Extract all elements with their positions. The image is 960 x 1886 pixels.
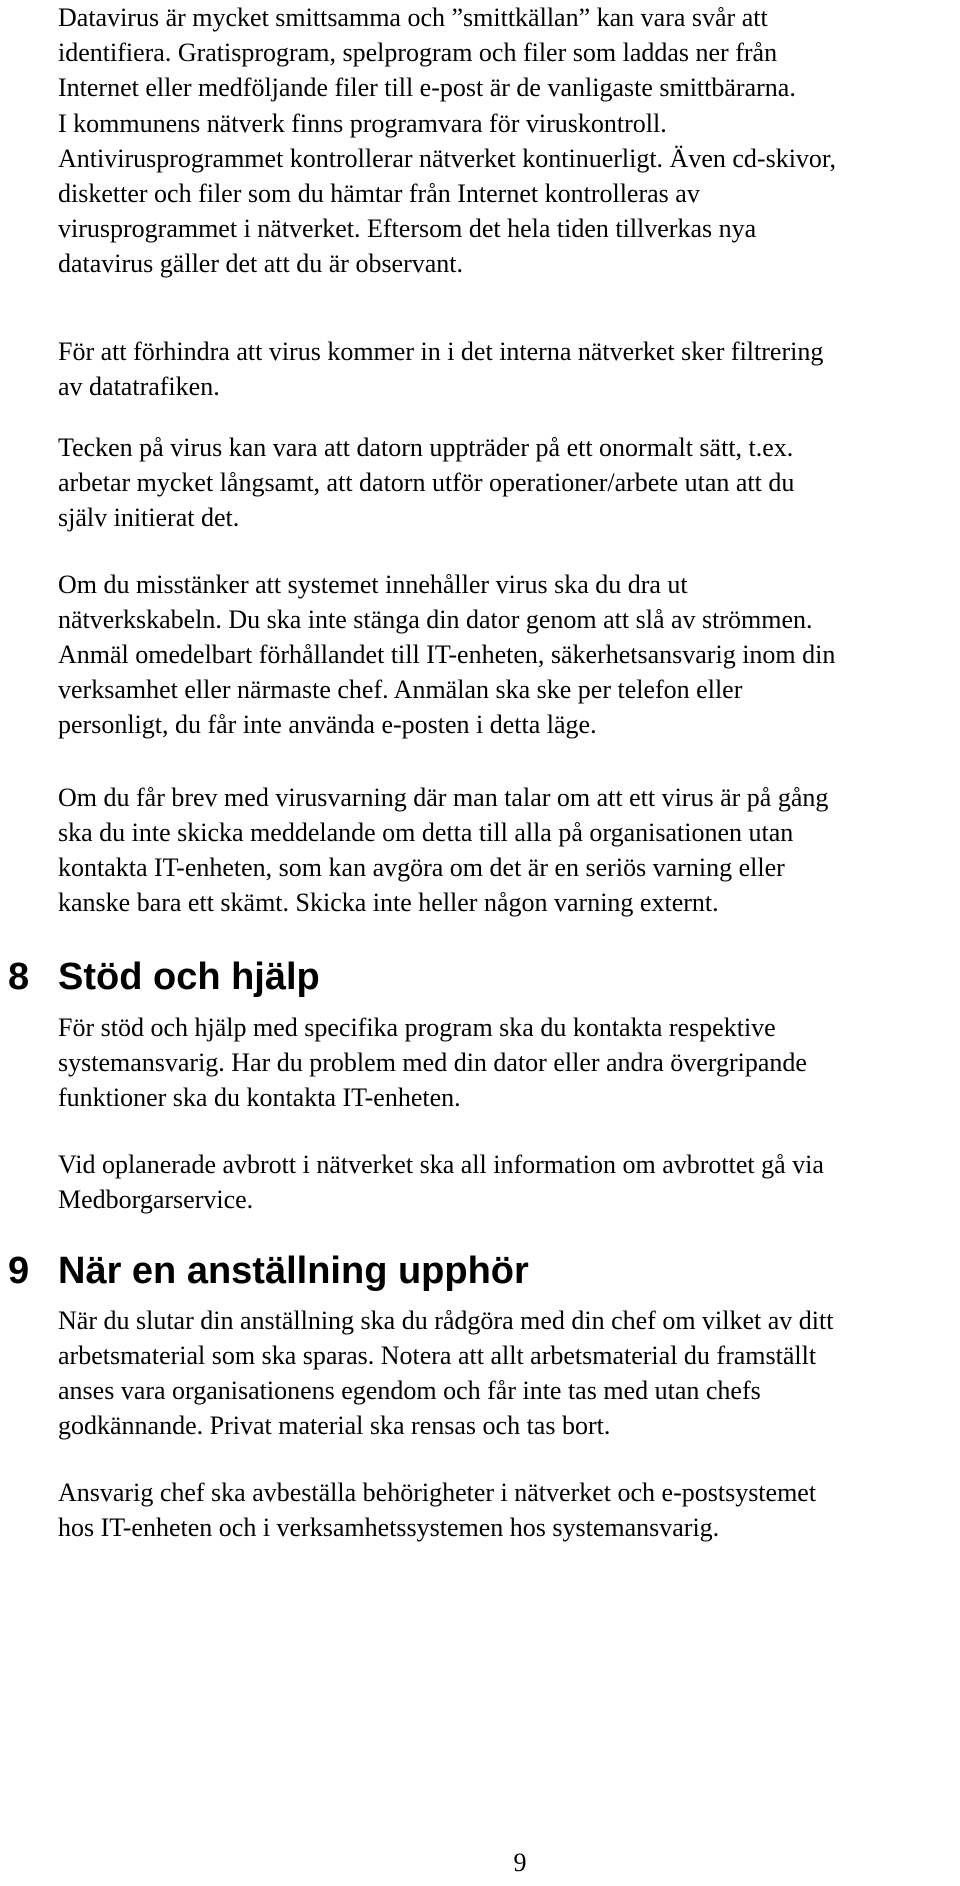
text-line: Internet eller medföljande filer till e-post är de vanligaste smittbärarna. bbox=[58, 73, 796, 102]
text-line: datavirus gäller det att du är observant. bbox=[58, 249, 464, 278]
text-line: själv initierat det. bbox=[58, 503, 240, 532]
page-number: 9 bbox=[513, 1848, 527, 1877]
text-line: Om du får brev med virusvarning där man talar om att ett virus är på gång bbox=[58, 783, 829, 812]
text-line: arbetsmaterial som ska sparas. Notera att allt arbetsmaterial du framställt bbox=[58, 1341, 817, 1370]
paragraph-virus-signs bbox=[58, 430, 958, 535]
text-line: kontakta IT-enheten, som kan avgöra om det är en seriös varning eller bbox=[58, 853, 785, 882]
text-line: nätverkskabeln. Du ska inte stänga din dator genom att slå av strömmen. bbox=[58, 605, 813, 634]
section-heading-support bbox=[8, 955, 320, 999]
text-line: anses vara organisationens egendom och får inte tas med utan chefs bbox=[58, 1376, 761, 1405]
paragraph-support bbox=[58, 1010, 958, 1115]
section-heading-employment-end bbox=[8, 1249, 529, 1293]
text-line: funktioner ska du kontakta IT-enheten. bbox=[58, 1083, 461, 1112]
paragraph-virus-control bbox=[58, 106, 958, 281]
paragraph-suspect-virus bbox=[58, 567, 958, 742]
text-line: arbetar mycket långsamt, att datorn utför operationer/arbete utan att du bbox=[58, 468, 795, 497]
text-line: kanske bara ett skämt. Skicka inte heller någon varning externt. bbox=[58, 888, 719, 917]
text-line: Ansvarig chef ska avbeställa behörigheter i nätverket och e-postsystemet bbox=[58, 1478, 817, 1507]
text-line: Datavirus är mycket smittsamma och ”smittkällan” kan vara svår att bbox=[58, 3, 768, 32]
paragraph-revoke-access bbox=[58, 1475, 958, 1545]
paragraph-virus-warning bbox=[58, 780, 958, 920]
text-line: Vid oplanerade avbrott i nätverket ska all information om avbrottet gå via bbox=[58, 1150, 824, 1179]
text-line: Anmäl omedelbart förhållandet till IT-enheten, säkerhetsansvarig inom din bbox=[58, 640, 836, 669]
text-line: För att förhindra att virus kommer in i det interna nätverket sker filtrering bbox=[58, 337, 824, 366]
text-line: verksamhet eller närmaste chef. Anmälan ska ske per telefon eller bbox=[58, 675, 743, 704]
text-line: godkännande. Privat material ska rensas och tas bort. bbox=[58, 1411, 611, 1440]
text-line: När du slutar din anställning ska du rådgöra med din chef om vilket av ditt bbox=[58, 1306, 834, 1335]
text-line: I kommunens nätverk finns programvara för viruskontroll. bbox=[58, 109, 667, 138]
text-line: Medborgarservice. bbox=[58, 1185, 254, 1214]
text-line: hos IT-enheten och i verksamhetssystemen hos systemansvarig. bbox=[58, 1513, 720, 1542]
text-line: För stöd och hjälp med specifika program ska du kontakta respektive bbox=[58, 1013, 776, 1042]
text-line: av datatrafiken. bbox=[58, 372, 220, 401]
text-line: disketter och filer som du hämtar från Internet kontrolleras av bbox=[58, 179, 700, 208]
section-title: Stöd och hjälp bbox=[58, 956, 320, 998]
text-line: Tecken på virus kan vara att datorn uppträder på ett onormalt sätt, t.ex. bbox=[58, 433, 794, 462]
text-line: identifiera. Gratisprogram, spelprogram och filer som laddas ner från bbox=[58, 38, 778, 67]
paragraph-filtering bbox=[58, 334, 958, 404]
section-title: När en anställning upphör bbox=[58, 1250, 529, 1292]
text-line: ska du inte skicka meddelande om detta till alla på organisationen utan bbox=[58, 818, 794, 847]
section-number: 9 bbox=[8, 1250, 30, 1292]
text-line: personligt, du får inte använda e-posten i detta läge. bbox=[58, 710, 597, 739]
text-line: systemansvarig. Har du problem med din dator eller andra övergripande bbox=[58, 1048, 807, 1077]
text-line: virusprogrammet i nätverket. Eftersom det hela tiden tillverkas nya bbox=[58, 214, 757, 243]
text-line: Antivirusprogrammet kontrollerar nätverket kontinuerligt. Även cd-skivor, bbox=[58, 144, 837, 173]
section-number: 8 bbox=[8, 956, 30, 998]
paragraph-employment-end bbox=[58, 1303, 958, 1443]
paragraph-virus-intro bbox=[58, 0, 958, 105]
text-line: Om du misstänker att systemet innehåller virus ska du dra ut bbox=[58, 570, 688, 599]
paragraph-outage bbox=[58, 1147, 958, 1217]
